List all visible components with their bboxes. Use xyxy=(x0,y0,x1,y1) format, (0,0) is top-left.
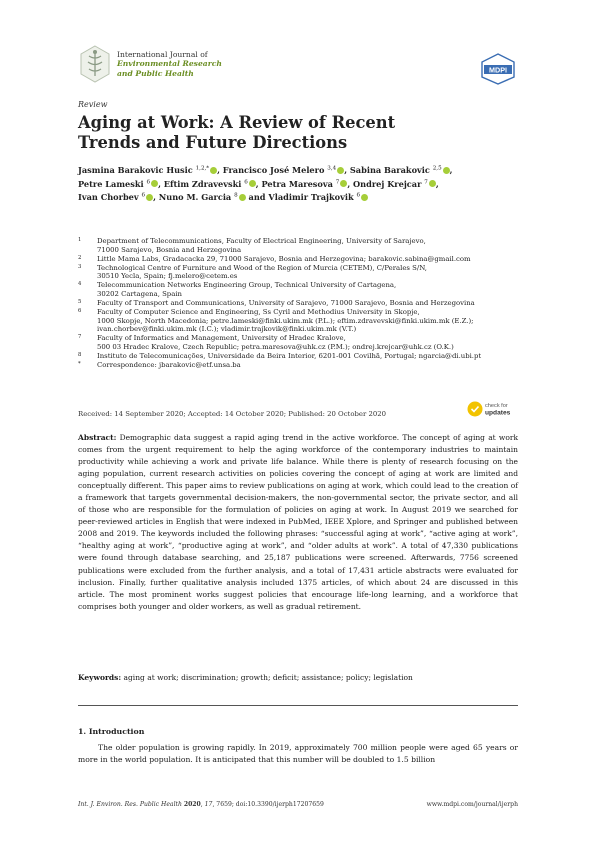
publication-dates: Received: 14 September 2020; Accepted: 14 October 2020; Published: 20 October 2020 xyxy=(78,410,386,418)
affiliation xyxy=(78,361,528,370)
journal-name-line1: International Journal of xyxy=(117,50,208,59)
author-affiliation-marker: 8 xyxy=(234,192,238,199)
author-list xyxy=(78,164,498,205)
author-name: Petre Lameski xyxy=(78,178,144,189)
affiliation xyxy=(78,308,528,335)
affiliation xyxy=(78,281,528,299)
footer-volume: 17 xyxy=(204,801,213,808)
author xyxy=(262,179,354,189)
author-name: Eftim Zdravevski xyxy=(163,178,242,189)
author-affiliation-marker: 1,2,* xyxy=(195,165,210,172)
affiliation-line: 500 03 Hradec Kralove, Czech Republic; petra.maresova@uhk.cz (P.M.); ondrej.krejcar@uhk.cz (O.K.) xyxy=(97,343,454,352)
author-name: Ivan Chorbev xyxy=(78,192,139,202)
affiliation-line: 30510 Yecla, Spain; fj.melero@cetem.es xyxy=(97,272,238,281)
check-updates-line1: check for xyxy=(485,403,508,409)
affiliation xyxy=(78,255,528,264)
author-separator: , xyxy=(153,192,159,202)
affiliation-line: 71000 Sarajevo, Bosnia and Herzegovina xyxy=(97,245,242,254)
affiliation-line: Little Mama Labs, Gradacacka 29, 71000 Sarajevo, Bosnia and Herzegovina; barakovic.sabina@gmail.com xyxy=(97,254,471,263)
footer-citation: Int. J. Environ. Res. Public Health 2020, 17, 7659; doi:10.3390/ijerph17207659 xyxy=(78,801,324,808)
author-name: Ondrej Krejcar xyxy=(353,178,422,189)
check-updates-line2: updates xyxy=(485,409,511,417)
abstract xyxy=(78,432,518,613)
author-separator: , xyxy=(158,178,164,189)
abstract-text: Demographic data suggest a rapid aging trend in the active workforce. The concept of aging at work comes from the urgent requirement to help the aging workforce of the contemporary industries to maintain productivity while achieving a work and private life balance. While there is plenty of research focusing on the aging population, current research activities on policies covering the concept of aging at work are limited and conceptually different. This paper aims to review publications on aging at work, which could lead to the creation of a framework that targets governmental decision-makers, the non-governmental sector, the private sector, and all of those who are responsible for the formulation of policies on aging at work. In August 2019 we searched for peer-reviewed articles in English that were indexed in PubMed, IEEE Xplore, and Springer and published between 2008 and 2019. The keywords included the following phrases: “successful aging at work”, “active aging at work”, “healthy aging at work”, “productive aging at work”, and “older adults at work”. A total of 47,330 publications were found through database searching, and 25,187 publications were screened. Afterwards, 7756 screened publications were excluded from the further analysis, and a total of 17,431 article abstracts were evaluated for inclusion. Finally, further qualitative analysis included 1375 articles, of which about 24 are discussed in this article. The most prominent works suggest policies that encourage life-long learning, and a workforce that comprises both younger and older workers, as well as gradual retirement. xyxy=(78,433,518,611)
author xyxy=(353,179,439,189)
author-affiliation-marker: 7 xyxy=(424,178,428,185)
author-name: Jasmina Barakovic Husic xyxy=(78,165,193,175)
affiliation-number: 2 xyxy=(78,254,82,261)
author-affiliation-marker: 6 xyxy=(141,192,146,199)
author-name: Petra Maresova xyxy=(261,178,333,189)
orcid-icon[interactable] xyxy=(239,194,246,201)
orcid-icon[interactable] xyxy=(249,180,256,187)
footer-doi: , 7659; doi:10.3390/ijerph17207659 xyxy=(212,801,324,808)
orcid-icon[interactable] xyxy=(429,180,436,187)
affiliation-line: Faculty of Computer Science and Engineering, Ss Cyril and Methodius University in Skopje, xyxy=(97,307,420,316)
article-title: Aging at Work: A Review of Recent Trends and Future Directions xyxy=(78,113,396,152)
abstract-label: Abstract: xyxy=(78,433,117,442)
affiliation-list xyxy=(78,237,528,370)
affiliation-line: Telecommunication Networks Engineering Group, Technical University of Cartagena, xyxy=(97,281,397,290)
author xyxy=(78,192,159,202)
orcid-icon[interactable] xyxy=(146,194,153,201)
author-affiliation-marker: 6 xyxy=(146,178,151,185)
author-separator: , xyxy=(435,178,439,189)
affiliation xyxy=(78,264,528,282)
author-affiliation-marker: 6 xyxy=(356,192,361,199)
orcid-icon[interactable] xyxy=(443,167,450,174)
affiliation-number: 8 xyxy=(78,351,82,358)
keywords-label: Keywords: xyxy=(78,673,122,682)
section-heading: 1. Introduction xyxy=(78,727,145,736)
footer-journal: Int. J. Environ. Res. Public Health xyxy=(78,801,182,808)
affiliation-line: 30202 Cartagena, Spain xyxy=(97,290,182,299)
mdpi-logo-text: MDPI xyxy=(489,65,507,75)
author-separator: and xyxy=(245,192,269,202)
author xyxy=(159,192,269,202)
affiliation-line: ivan.chorbev@finki.ukim.mk (I.C.); vladimir.trajkovik@finki.ukim.mk (V.T.) xyxy=(97,325,357,334)
author-name: Sabina Barakovic xyxy=(349,165,430,175)
author-affiliation-marker: 2,5 xyxy=(432,165,442,172)
mdpi-logo xyxy=(478,53,518,85)
orcid-icon[interactable] xyxy=(361,194,368,201)
keywords-text: aging at work; discrimination; growth; deficit; assistance; policy; legislation xyxy=(123,673,413,682)
journal-name xyxy=(117,50,222,78)
affiliation-number: 5 xyxy=(78,298,82,305)
author xyxy=(78,165,223,175)
affiliation xyxy=(78,237,528,255)
affiliation xyxy=(78,352,528,361)
affiliation-line: 1000 Skopje, North Macedonia; petre.lameski@finki.ukim.mk (P.L.); eftim.zdravevski@finki.ukim.mk (E.Z.); xyxy=(97,316,474,325)
author-affiliation-marker: 6 xyxy=(244,178,248,185)
author xyxy=(350,165,453,175)
author xyxy=(268,192,368,202)
author-separator: , xyxy=(449,165,453,175)
affiliation-number: * xyxy=(78,360,81,367)
author-separator: , xyxy=(255,178,262,189)
journal-name-line2: Environmental Research xyxy=(117,59,222,69)
journal-logo xyxy=(78,44,112,84)
affiliation-line: Technological Centre of Furniture and Wood of the Region of Murcia (CETEM), C/Perales S/N, xyxy=(97,263,427,272)
author-separator: , xyxy=(347,178,354,189)
author-affiliation-marker: 3,4 xyxy=(327,165,337,172)
footer-year: 2020 xyxy=(183,801,201,808)
author-separator: , xyxy=(344,165,350,175)
author xyxy=(223,165,350,175)
affiliation-line: Instituto de Telecomunicações, Universidade da Beira Interior, 6201-001 Covilhã, Portugal; ngarcia@di.ubi.pt xyxy=(97,351,482,360)
author xyxy=(78,179,164,189)
affiliation xyxy=(78,334,528,352)
check-for-updates-badge[interactable] xyxy=(466,398,522,420)
affiliation-number: 3 xyxy=(78,263,82,270)
affiliation-line: Faculty of Transport and Communications, University of Sarajevo, 71000 Sarajevo, Bosnia and Herzegovina xyxy=(97,298,475,307)
footer-url[interactable]: www.mdpi.com/journal/ijerph xyxy=(426,801,518,808)
affiliation-line: Correspondence: jbarakovic@etf.unsa.ba xyxy=(97,360,241,369)
affiliation-number: 4 xyxy=(78,281,82,288)
author-name: Francisco José Melero xyxy=(222,165,325,175)
affiliation-number: 6 xyxy=(78,307,82,314)
author-name: Vladimir Trajkovik xyxy=(268,192,354,202)
author xyxy=(164,179,262,189)
affiliation-line: Department of Telecommunications, Faculty of Electrical Engineering, University of Sarajevo, xyxy=(97,237,426,245)
affiliation-line: Faculty of Informatics and Management, University of Hradec Kralove, xyxy=(97,334,346,343)
affiliation-number: 7 xyxy=(78,334,82,341)
author-name: Nuno M. Garcia xyxy=(158,192,232,202)
affiliation-number: 1 xyxy=(78,237,82,243)
article-type: Review xyxy=(78,100,108,109)
keywords xyxy=(78,672,518,684)
section-divider xyxy=(78,705,518,706)
introduction-paragraph: The older population is growing rapidly. In 2019, approximately 700 million people were aged 65 years or more in the world population. It is anticipated that this number will be doubled to 1.5 billion xyxy=(78,743,518,765)
author-separator: , xyxy=(217,165,223,175)
journal-name-line3: and Public Health xyxy=(117,68,194,78)
author-affiliation-marker: 7 xyxy=(335,178,340,185)
affiliation xyxy=(78,299,528,308)
orcid-icon[interactable] xyxy=(151,180,158,187)
